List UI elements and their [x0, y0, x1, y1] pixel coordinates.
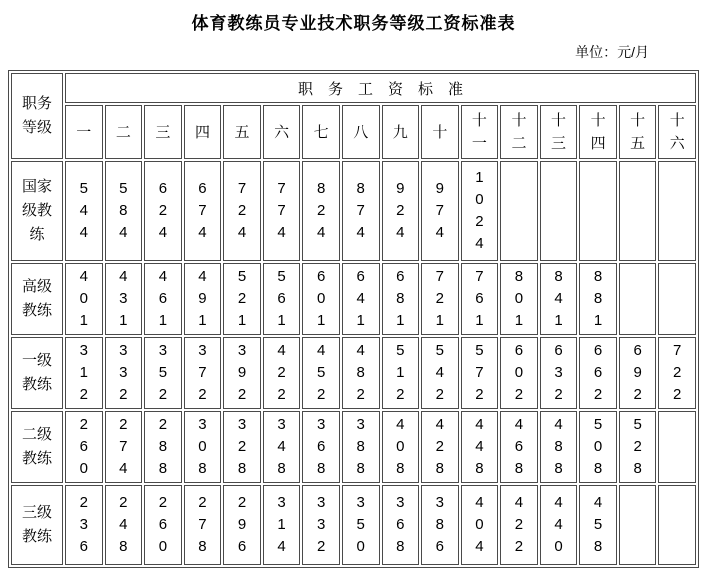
grade-header-16: 十 六	[658, 105, 696, 159]
salary-cell: 5 0 8	[579, 411, 617, 483]
grade-header-9: 九	[382, 105, 420, 159]
salary-cell: 2 3 6	[65, 485, 103, 565]
salary-cell: 4 0 1	[65, 263, 103, 335]
salary-cell: 2 4 8	[105, 485, 143, 565]
salary-cell: 2 7 4	[105, 411, 143, 483]
salary-cell: 4 4 0	[540, 485, 578, 565]
grade-header-12: 十 二	[500, 105, 538, 159]
salary-cell	[540, 161, 578, 261]
salary-cell	[658, 485, 696, 565]
salary-cell: 8 4 1	[540, 263, 578, 335]
salary-cell: 9 2 4	[382, 161, 420, 261]
table-row	[11, 411, 696, 483]
salary-cell	[500, 161, 538, 261]
salary-cell: 4 3 1	[105, 263, 143, 335]
salary-cell: 3 0 8	[184, 411, 222, 483]
salary-cell: 7 7 4	[263, 161, 301, 261]
grade-header-5: 五	[223, 105, 261, 159]
grade-header-14: 十 四	[579, 105, 617, 159]
table-row	[11, 161, 696, 261]
salary-cell: 4 2 8	[421, 411, 459, 483]
salary-cell: 4 5 2	[302, 337, 340, 409]
salary-cell	[619, 263, 657, 335]
salary-cell: 2 6 0	[144, 485, 182, 565]
salary-cell: 4 5 8	[579, 485, 617, 565]
salary-cell: 4 0 8	[382, 411, 420, 483]
grade-header-2: 二	[105, 105, 143, 159]
salary-cell: 5 8 4	[105, 161, 143, 261]
row-label-text: 国家级教练	[22, 178, 53, 243]
row-label-text: 三级教练	[22, 504, 53, 545]
span-header: 职务工资标准	[65, 73, 696, 103]
salary-cell: 8 7 4	[342, 161, 380, 261]
grade-header-1: 一	[65, 105, 103, 159]
salary-cell: 4 9 1	[184, 263, 222, 335]
grade-header-3: 三	[144, 105, 182, 159]
salary-cell: 4 4 8	[461, 411, 499, 483]
salary-cell: 3 6 8	[302, 411, 340, 483]
row-label-text: 高级教练	[22, 278, 53, 319]
salary-cell: 2 8 8	[144, 411, 182, 483]
salary-cell: 4 2 2	[263, 337, 301, 409]
salary-cell: 6 3 2	[540, 337, 578, 409]
salary-cell: 5 1 2	[382, 337, 420, 409]
corner-header	[11, 73, 63, 159]
salary-cell: 3 3 2	[302, 485, 340, 565]
salary-cell: 4 8 8	[540, 411, 578, 483]
row-label-text: 一级教练	[22, 352, 53, 393]
grade-header-11: 十 一	[461, 105, 499, 159]
salary-cell: 3 9 2	[223, 337, 261, 409]
salary-cell: 7 2 1	[421, 263, 459, 335]
salary-cell: 6 0 2	[500, 337, 538, 409]
salary-cell: 3 5 0	[342, 485, 380, 565]
salary-cell: 7 2 2	[658, 337, 696, 409]
row-label	[11, 263, 63, 335]
page-title: 体育教练员专业技术职务等级工资标准表	[191, 14, 516, 33]
table-row	[11, 337, 696, 409]
salary-cell: 3 8 6	[421, 485, 459, 565]
salary-cell: 3 1 4	[263, 485, 301, 565]
salary-cell: 3 6 8	[382, 485, 420, 565]
salary-cell	[619, 161, 657, 261]
table-row	[11, 263, 696, 335]
grade-header-10: 十	[421, 105, 459, 159]
table-row	[11, 485, 696, 565]
row-label	[11, 337, 63, 409]
salary-cell	[619, 485, 657, 565]
grade-header-7: 七	[302, 105, 340, 159]
grade-header-15: 十 五	[619, 105, 657, 159]
salary-cell: 4 6 1	[144, 263, 182, 335]
unit-label: 单位：元/月	[575, 44, 649, 60]
salary-cell: 7 2 4	[223, 161, 261, 261]
salary-cell: 2 9 6	[223, 485, 261, 565]
salary-cell	[658, 161, 696, 261]
salary-cell	[658, 411, 696, 483]
salary-cell	[579, 161, 617, 261]
salary-cell: 3 4 8	[263, 411, 301, 483]
salary-cell: 4 2 2	[500, 485, 538, 565]
row-label-text: 二级教练	[22, 426, 53, 467]
salary-cell: 5 4 2	[421, 337, 459, 409]
grade-header-8: 八	[342, 105, 380, 159]
salary-cell: 3 2 8	[223, 411, 261, 483]
salary-cell	[658, 263, 696, 335]
salary-cell: 2 7 8	[184, 485, 222, 565]
salary-cell: 8 2 4	[302, 161, 340, 261]
salary-cell: 4 6 8	[500, 411, 538, 483]
row-label	[11, 411, 63, 483]
salary-cell: 3 7 2	[184, 337, 222, 409]
salary-cell: 2 6 0	[65, 411, 103, 483]
row-label	[11, 161, 63, 261]
salary-cell: 1 0 2 4	[461, 161, 499, 261]
salary-cell: 9 7 4	[421, 161, 459, 261]
salary-cell: 5 2 1	[223, 263, 261, 335]
salary-cell: 5 4 4	[65, 161, 103, 261]
salary-cell: 3 8 8	[342, 411, 380, 483]
salary-cell: 6 2 4	[144, 161, 182, 261]
salary-cell: 6 7 4	[184, 161, 222, 261]
grade-header-6: 六	[263, 105, 301, 159]
salary-cell: 8 0 1	[500, 263, 538, 335]
salary-cell: 4 0 4	[461, 485, 499, 565]
salary-cell: 3 3 2	[105, 337, 143, 409]
salary-cell: 6 8 1	[382, 263, 420, 335]
salary-cell: 3 5 2	[144, 337, 182, 409]
row-label	[11, 485, 63, 565]
salary-table	[8, 70, 699, 568]
grade-header-13: 十 三	[540, 105, 578, 159]
grade-header-4: 四	[184, 105, 222, 159]
salary-cell: 5 7 2	[461, 337, 499, 409]
header-row-span	[11, 73, 696, 103]
salary-cell: 6 0 1	[302, 263, 340, 335]
salary-cell: 6 6 2	[579, 337, 617, 409]
salary-cell: 6 9 2	[619, 337, 657, 409]
salary-cell: 7 6 1	[461, 263, 499, 335]
salary-cell: 8 8 1	[579, 263, 617, 335]
salary-cell: 4 8 2	[342, 337, 380, 409]
salary-cell: 3 1 2	[65, 337, 103, 409]
salary-cell: 6 4 1	[342, 263, 380, 335]
header-row-grades	[11, 105, 696, 159]
corner-header-text: 职务等级	[22, 95, 53, 136]
salary-cell: 5 6 1	[263, 263, 301, 335]
salary-cell: 5 2 8	[619, 411, 657, 483]
